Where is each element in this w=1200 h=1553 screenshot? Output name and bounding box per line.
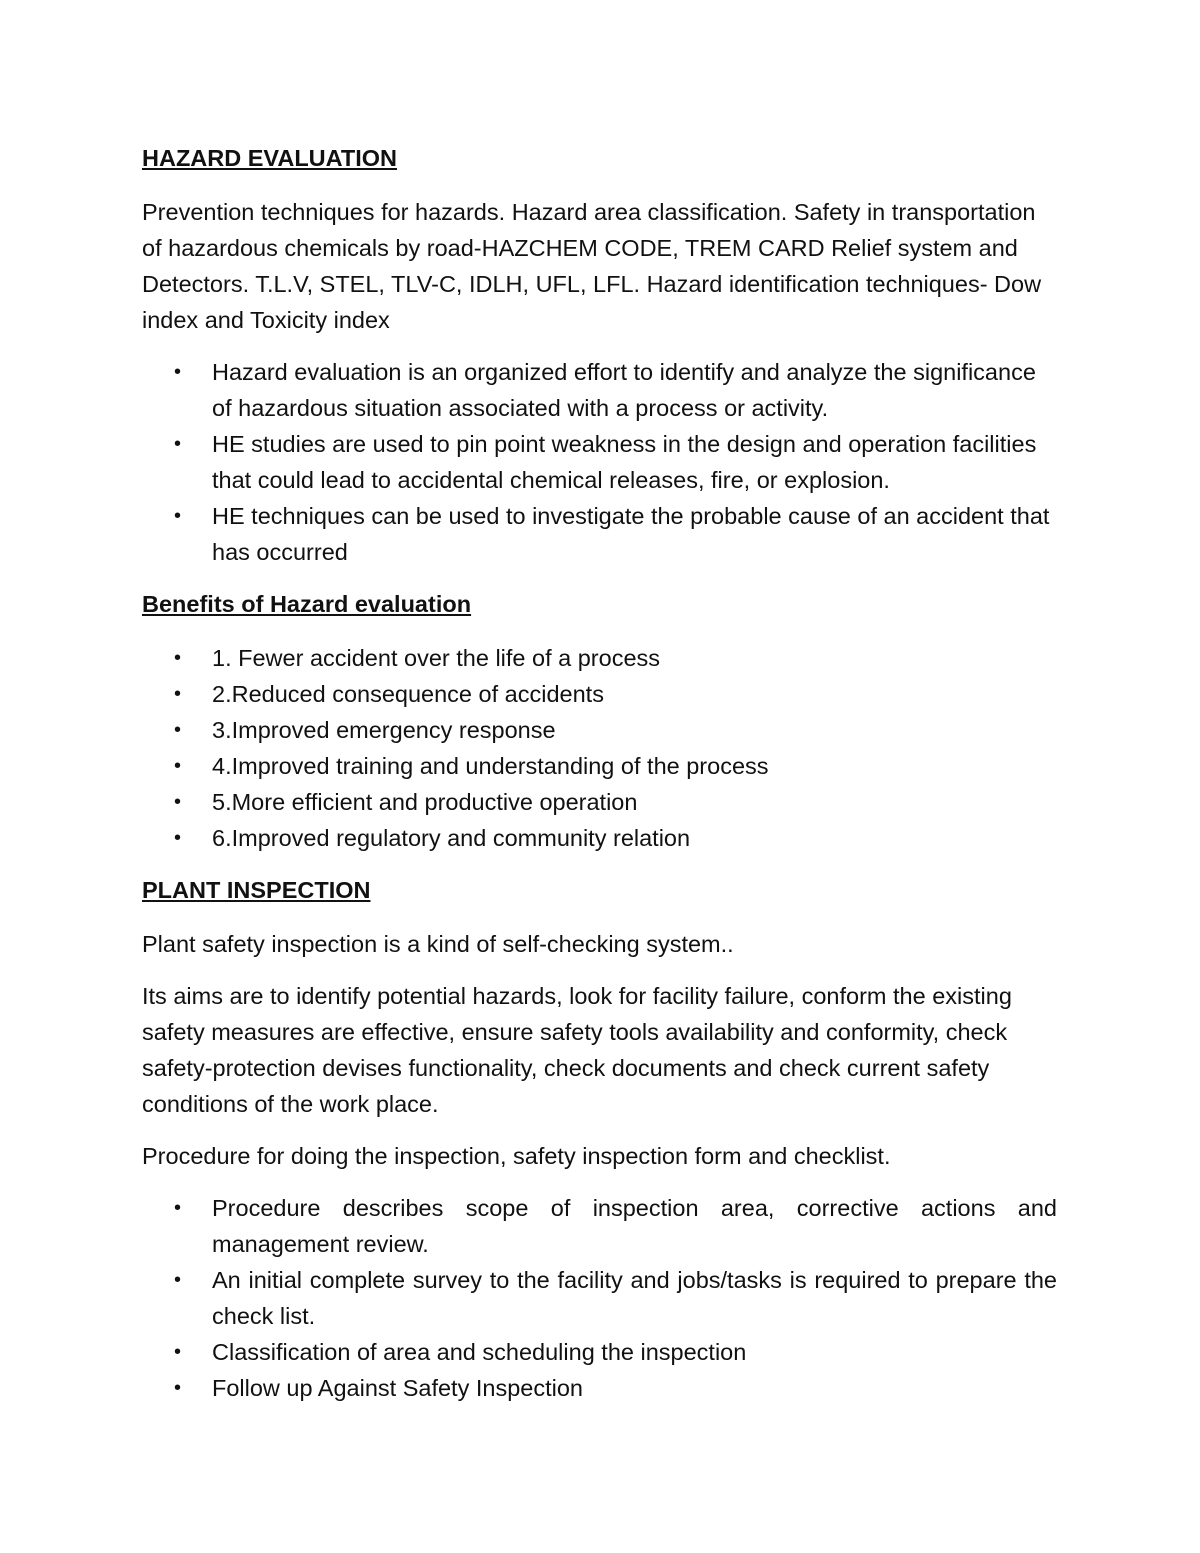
list-item-text: HE studies are used to pin point weakness in the design and operation facilities that could lead to accidental chemical releases, fire, or explosion. <box>212 431 1037 493</box>
bullet-icon: • <box>174 719 182 741</box>
list-item-text: An initial complete survey to the facility and jobs/tasks is required to prepare the check list. <box>212 1267 1057 1329</box>
list-item <box>174 640 1057 676</box>
list-item-text: Hazard evaluation is an organized effort to identify and analyze the significance of hazardous situation associated with a process or activity. <box>212 359 1036 421</box>
hazard-evaluation-intro: Prevention techniques for hazards. Hazard area classification. Safety in transportation of hazardous chemicals by road-HAZCHEM CODE, TREM CARD Relief system and Detectors. T.L.V, STEL, TLV-C, IDLH, UFL, LFL. Hazard identification techniques- Dow index and Toxicity index <box>142 199 1042 333</box>
benefits-heading: Benefits of Hazard evaluation <box>142 591 472 617</box>
plant-inspection-list <box>142 1190 1057 1406</box>
bullet-icon: • <box>174 791 182 813</box>
bullet-icon: • <box>174 1197 182 1219</box>
list-item-text: Procedure describes scope of inspection area, corrective actions and management review. <box>212 1195 1057 1257</box>
list-item <box>174 676 1057 712</box>
list-item-text: 4.Improved training and understanding of the process <box>212 753 769 779</box>
list-item <box>174 498 1057 570</box>
list-item-text: 3.Improved emergency response <box>212 717 556 743</box>
list-item <box>174 354 1057 426</box>
list-item <box>174 820 1057 856</box>
list-item-text: Classification of area and scheduling the inspection <box>212 1339 747 1365</box>
bullet-icon: • <box>174 755 182 777</box>
list-item <box>174 1190 1057 1262</box>
bullet-icon: • <box>174 1377 182 1399</box>
bullet-icon: • <box>174 683 182 705</box>
list-item <box>174 712 1057 748</box>
list-item-text: 1. Fewer accident over the life of a process <box>212 645 661 671</box>
document-page <box>142 140 1057 1422</box>
list-item <box>174 1370 1057 1406</box>
hazard-evaluation-list <box>142 354 1057 570</box>
bullet-icon: • <box>174 361 182 383</box>
list-item <box>174 426 1057 498</box>
plant-inspection-heading: PLANT INSPECTION <box>142 877 371 903</box>
list-item <box>174 748 1057 784</box>
list-item-text: 5.More efficient and productive operation <box>212 789 638 815</box>
list-item-text: HE techniques can be used to investigate the probable cause of an accident that has occurred <box>212 503 1050 565</box>
bullet-icon: • <box>174 647 182 669</box>
bullet-icon: • <box>174 1341 182 1363</box>
list-item <box>174 1334 1057 1370</box>
plant-inspection-para-2: Its aims are to identify potential hazards, look for facility failure, conform the existing safety measures are effective, ensure safety tools availability and conformity, check safety-protection devises functionality, check documents and check current safety conditions of the work place. <box>142 983 1012 1117</box>
list-item-text: 6.Improved regulatory and community relation <box>212 825 691 851</box>
benefits-list <box>142 640 1057 856</box>
list-item <box>174 1262 1057 1334</box>
list-item <box>174 784 1057 820</box>
bullet-icon: • <box>174 827 182 849</box>
bullet-icon: • <box>174 433 182 455</box>
plant-inspection-para-1: Plant safety inspection is a kind of self-checking system.. <box>142 931 734 957</box>
list-item-text: 2.Reduced consequence of accidents <box>212 681 604 707</box>
hazard-evaluation-heading: HAZARD EVALUATION <box>142 145 398 171</box>
plant-inspection-para-3: Procedure for doing the inspection, safety inspection form and checklist. <box>142 1143 891 1169</box>
list-item-text: Follow up Against Safety Inspection <box>212 1375 583 1401</box>
bullet-icon: • <box>174 505 182 527</box>
bullet-icon: • <box>174 1269 182 1291</box>
